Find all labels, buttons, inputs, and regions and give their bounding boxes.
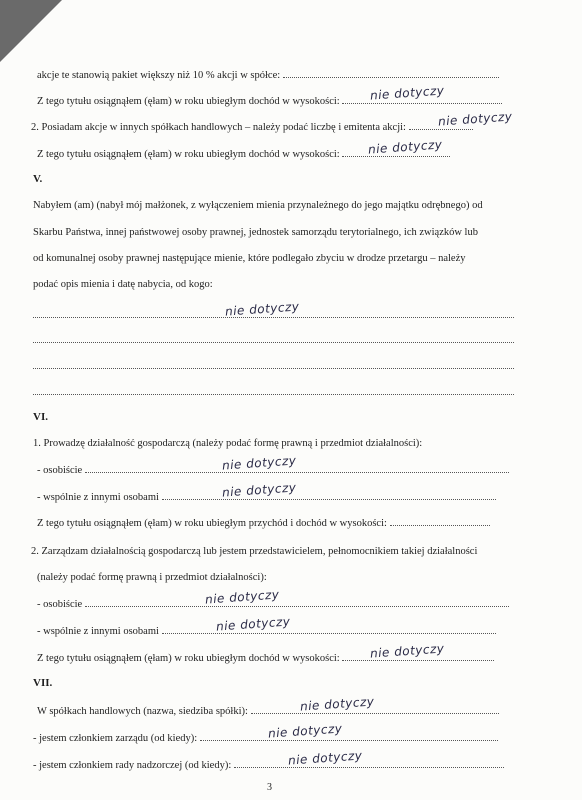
- handwritten-answer: nie dotyczy: [221, 453, 297, 473]
- section-heading-vii: VII.: [33, 677, 53, 689]
- label-income-1: Z tego tytułu osiągnąłem (ęłam) w roku ubiegłym dochód w wysokości:: [37, 96, 340, 107]
- label-personally: - osobiście: [37, 465, 83, 476]
- answer-field: [234, 758, 504, 768]
- folded-corner: [0, 0, 62, 62]
- handwritten-answer: nie dotyczy: [367, 137, 443, 157]
- handwritten-answer: nie dotyczy: [437, 109, 513, 129]
- text-line-companies: [37, 704, 499, 718]
- text-line-shares-package: [37, 68, 499, 82]
- text-line-other-shares: [31, 120, 473, 134]
- label-personally: - osobiście: [37, 599, 83, 610]
- section-heading-v: V.: [33, 173, 43, 185]
- label-shares-package: akcje te stanowią pakiet większy niż 10 % akcji w spółce:: [37, 70, 281, 81]
- answer-line: [33, 342, 514, 343]
- label-jointly: - wspólnie z innymi osobami: [37, 626, 159, 637]
- text-line-supervisory-board: [33, 758, 504, 772]
- label-companies: W spółkach handlowych (nazwa, siedziba spółki):: [37, 706, 248, 717]
- label-other-shares: 2. Posiadam akcje w innych spółkach handlowych – należy podać liczbę i emitenta akcji:: [31, 122, 406, 133]
- label-revenue: Z tego tytułu osiągnąłem (ęłam) w roku ubiegłym przychód i dochód w wysokości:: [37, 518, 387, 529]
- answer-line: [33, 368, 514, 369]
- handwritten-answer: nie dotyczy: [267, 721, 343, 741]
- answer-line: [33, 317, 514, 318]
- section-heading-vi: VI.: [33, 411, 48, 423]
- label-jointly: - wspólnie z innymi osobami: [37, 492, 159, 503]
- handwritten-answer: nie dotyczy: [287, 748, 363, 768]
- text-line-business: 1. Prowadzę działalność gospodarczą (należy podać formę prawną i przedmiot działalności):: [33, 438, 423, 449]
- text-line-management: 2. Zarządzam działalnością gospodarczą lub jestem przedstawicielem, pełnomocnikiem takiej działalności: [31, 546, 478, 557]
- text-line-board-member: [33, 731, 498, 745]
- handwritten-answer: nie dotyczy: [299, 694, 375, 714]
- answer-line: [33, 394, 514, 395]
- handwritten-answer: nie dotyczy: [369, 83, 445, 103]
- label-income-3: Z tego tytułu osiągnąłem (ęłam) w roku ubiegłym dochód w wysokości:: [37, 653, 340, 664]
- handwritten-answer: nie dotyczy: [215, 614, 291, 634]
- handwritten-answer: nie dotyczy: [204, 587, 280, 607]
- text-line-revenue: [37, 516, 490, 530]
- paragraph-line: Skarbu Państwa, innej państwowej osoby prawnej, jednostek samorządu terytorialnego, ich związków lub: [33, 227, 478, 238]
- answer-field: [162, 624, 496, 634]
- text-line-management-note: (należy podać formę prawną i przedmiot działalności):: [37, 572, 267, 583]
- label-board-member: - jestem członkiem zarządu (od kiedy):: [33, 733, 198, 744]
- answer-field: [162, 490, 496, 500]
- blank-field: [283, 68, 499, 78]
- handwritten-answer: nie dotyczy: [221, 480, 297, 500]
- paragraph-line: od komunalnej osoby prawnej następujące mienie, które podlegało zbyciu w drodze przetargu – należy: [33, 253, 466, 264]
- answer-field: [390, 516, 490, 526]
- page-number: 3: [267, 782, 272, 793]
- paragraph-line: podać opis mienia i datę nabycia, od kogo:: [33, 279, 213, 290]
- label-supervisory-board: - jestem członkiem rady nadzorczej (od kiedy):: [33, 760, 232, 771]
- answer-field: [85, 597, 509, 607]
- answer-field: [85, 463, 509, 473]
- handwritten-answer: nie dotyczy: [224, 299, 300, 319]
- paragraph-line: Nabyłem (am) (nabył mój małżonek, z wyłączeniem mienia przynależnego do jego majątku odrębnego) od: [33, 200, 483, 211]
- answer-field: [200, 731, 498, 741]
- label-income-2: Z tego tytułu osiągnąłem (ęłam) w roku ubiegłym dochód w wysokości:: [37, 149, 340, 160]
- handwritten-answer: nie dotyczy: [369, 641, 445, 661]
